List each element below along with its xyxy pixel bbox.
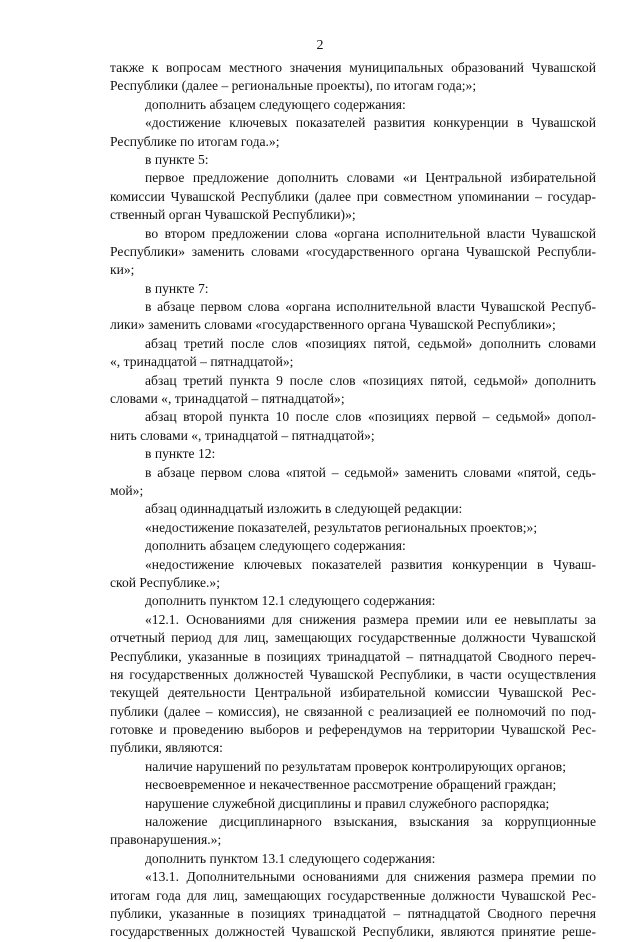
text-line: готовке и проведению выборов и референдумов на территории Чувашской Рес- — [110, 722, 596, 738]
text-line: лики» заменить словами «государственного органа Чувашской Республики»; — [110, 317, 556, 333]
text-line: нить словами «, тринадцатой – пятнадцатой»; — [110, 427, 375, 443]
text-line: государственных должностей Чувашской Республики, являются принятие реше- — [110, 924, 596, 940]
text-line: абзац второй пункта 10 после слов «позициях первой – седьмой» допол- — [145, 409, 596, 425]
text-line: публики (далее – комиссия), не связанной с реализацией ее полномочий по под- — [110, 703, 596, 719]
text-line: правонарушения.»; — [110, 832, 222, 848]
text-line: ня государственных должностей Чувашской Республики, в части осуществления — [110, 666, 596, 682]
text-line: текущей деятельности Центральной избирательной комиссии Чувашской Рес- — [110, 685, 596, 701]
text-line: «, тринадцатой – пятнадцатой»; — [110, 354, 294, 370]
text-line: «недостижение показателей, результатов региональных проектов;»; — [145, 519, 538, 535]
text-line: ской Республике.»; — [110, 574, 221, 590]
text-line: в пункте 7: — [145, 280, 209, 296]
text-line: Республики, указанные в позициях тринадцатой – пятнадцатой Сводного переч- — [110, 648, 596, 664]
text-line: дополнить пунктом 13.1 следующего содержания: — [145, 850, 436, 866]
text-line: несвоевременное и некачественное рассмотрение обращений граждан; — [145, 777, 557, 793]
text-line: абзац третий пункта 9 после слов «позициях пятой, седьмой» дополнить — [145, 372, 596, 388]
text-line: отчетный период для лиц, замещающих государственные должности Чувашской — [110, 630, 596, 646]
text-line: Республики (далее – региональные проекты), по итогам года;»; — [110, 78, 477, 94]
text-line: дополнить пунктом 12.1 следующего содержания: — [145, 593, 436, 609]
text-line: наложение дисциплинарного взыскания, взыскания за коррупционные — [145, 814, 596, 830]
text-line: ственный орган Чувашской Республики)»; — [110, 207, 356, 223]
text-line: ки»; — [110, 262, 135, 278]
text-line: в абзаце первом слова «органа исполнительной власти Чувашской Респуб- — [145, 299, 596, 315]
text-line: «достижение ключевых показателей развития конкуренции в Чувашской — [145, 115, 596, 131]
text-line: абзац одиннадцатый изложить в следующей редакции: — [145, 501, 463, 517]
text-line: в пункте 5: — [145, 151, 209, 167]
text-line: «13.1. Дополнительными основаниями для снижения размера премии по — [145, 869, 596, 885]
text-line: «недостижение ключевых показателей развития конкуренции в Чуваш- — [145, 556, 596, 572]
text-line: в пункте 12: — [145, 446, 216, 462]
text-line: в абзаце первом слова «пятой – седьмой» заменить словами «пятой, седь- — [145, 464, 596, 480]
text-line: во втором предложении слова «органа исполнительной власти Чувашской — [145, 225, 596, 241]
document-body — [110, 59, 596, 942]
text-line: Республике по итогам года.»; — [110, 133, 280, 149]
text-line: «12.1. Основаниями для снижения размера премии или ее невыплаты за — [145, 611, 596, 627]
text-line: дополнить абзацем следующего содержания: — [145, 96, 406, 112]
text-line: итогам года для лиц, замещающих государственные должности Чувашской Рес- — [110, 887, 596, 903]
text-line: публики, указанные в позициях тринадцатой – пятнадцатой Сводного перечня — [110, 905, 596, 921]
text-line: нарушение служебной дисциплины и правил служебного распорядка; — [145, 795, 550, 811]
text-line: публики, являются: — [110, 740, 223, 756]
text-line: Республики» заменить словами «государственного органа Чувашской Республи- — [110, 243, 596, 259]
text-line: мой»; — [110, 482, 144, 498]
text-line: абзац третий после слов «позициях пятой, седьмой» дополнить словами — [145, 335, 596, 351]
text-line: первое предложение дополнить словами «и Центральной избирательной — [145, 170, 596, 186]
text-line: наличие нарушений по результатам проверок контролирующих органов; — [145, 758, 567, 774]
page-number: 2 — [316, 38, 324, 53]
text-line: комиссии Чувашской Республики (далее при совместном упоминании – государ- — [110, 188, 596, 204]
text-line: дополнить абзацем следующего содержания: — [145, 538, 406, 554]
text-line: словами «, тринадцатой – пятнадцатой»; — [110, 391, 345, 407]
text-line: также к вопросам местного значения муниципальных образований Чувашской — [110, 60, 596, 75]
